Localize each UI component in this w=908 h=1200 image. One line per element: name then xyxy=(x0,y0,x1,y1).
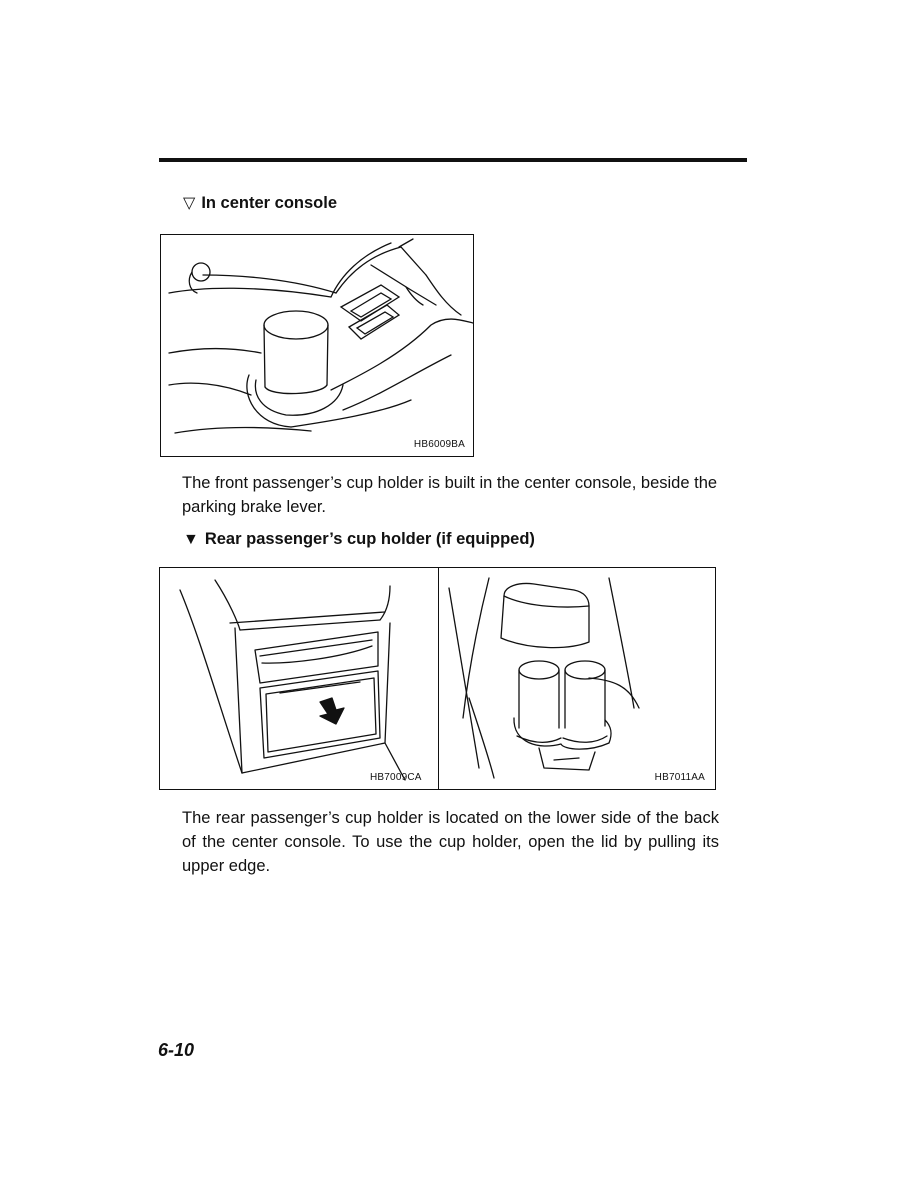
subsection-heading xyxy=(183,530,535,549)
figure-code: HB6009BA xyxy=(413,439,465,450)
figure-code-left: HB7009CA xyxy=(370,772,422,783)
page-number: 6-10 xyxy=(158,1040,195,1060)
rear-cup-holder-figure xyxy=(159,567,716,790)
front-cup-holder-figure xyxy=(160,234,474,457)
rear-lid-closed-illustration xyxy=(160,568,438,789)
front-paragraph: The front passenger’s cup holder is built in the center console, beside the parking brake lever. xyxy=(182,474,718,516)
outline-triangle-icon: ▽ xyxy=(183,195,196,212)
section-heading-text: In center console xyxy=(201,193,338,212)
rear-paragraph: The rear passenger’s cup holder is located on the lower side of the back of the center console. To use the cup holder, open the lid by pulling its upper edge. xyxy=(182,809,719,875)
section-heading xyxy=(183,193,337,213)
filled-triangle-icon: ▼ xyxy=(183,530,199,548)
rear-cup-holders-open-illustration xyxy=(439,568,717,789)
subsection-heading-text: Rear passenger’s cup holder (if equipped) xyxy=(204,530,535,548)
figure-code-right: HB7011AA xyxy=(654,772,705,783)
front-cup-holder-illustration xyxy=(161,235,473,456)
header-rule xyxy=(159,158,747,162)
